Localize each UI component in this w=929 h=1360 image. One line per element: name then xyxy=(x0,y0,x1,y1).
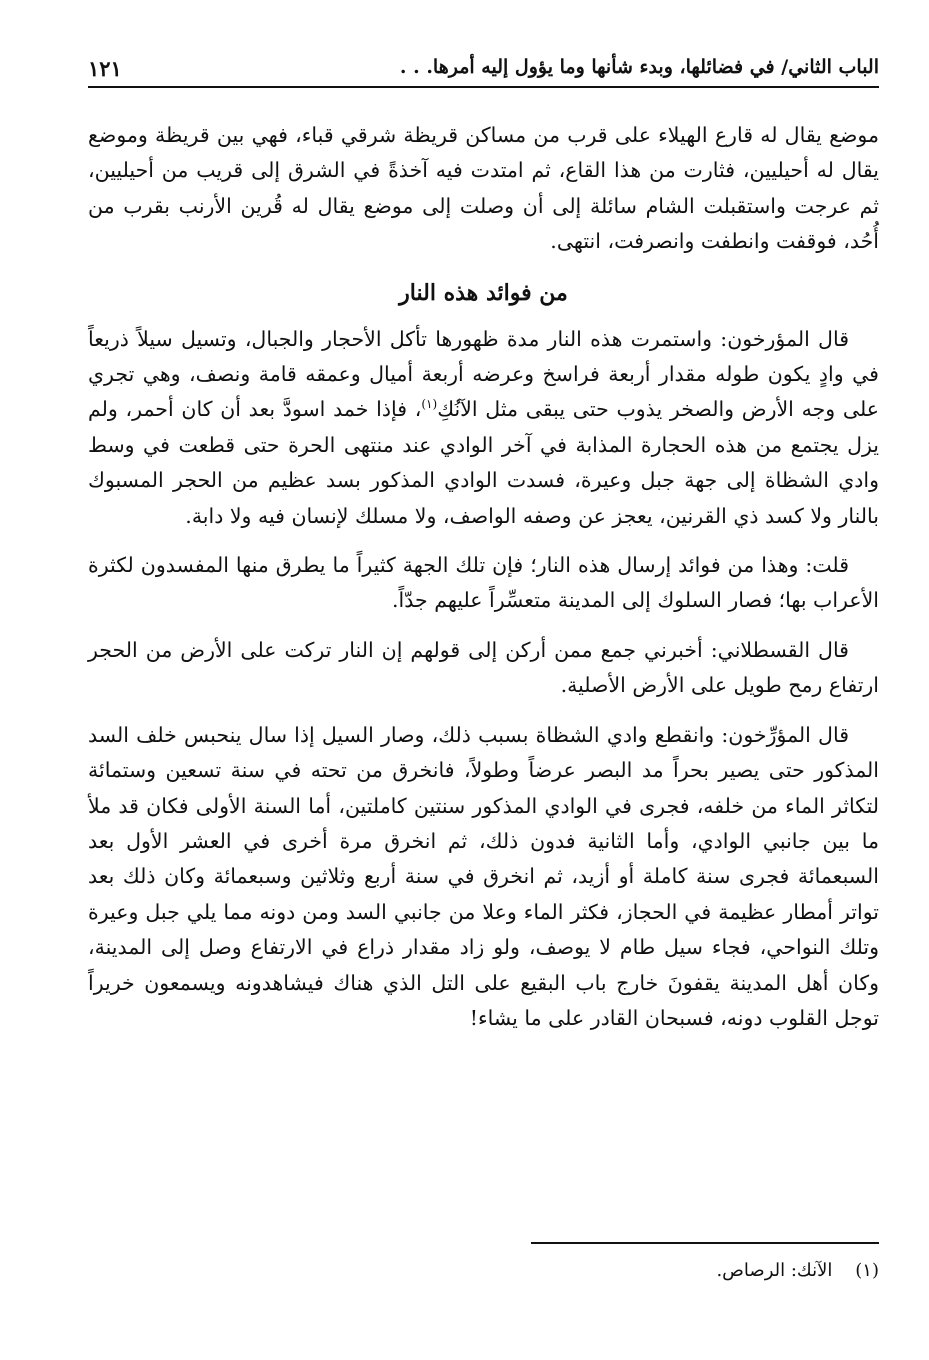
footnote-marker: (١) xyxy=(855,1260,879,1281)
paragraph-historians-text-a: قال المؤرخون: واستمرت هذه النار مدة ظهورها تأكل الأحجار والجبال، وتسيل سيلاً ذريعاً في وادٍ يكون طوله مقدار أربعة فراسخ وعرضه أربعة أميال وعمقه قامة ونصف، وهي تجري على وجه الأرض والصخر يذوب حتى يبقى مثل الآنُكِ xyxy=(88,326,879,422)
paragraph-historians xyxy=(88,322,879,534)
paragraph-qastallani: قال القسطلاني: أخبرني جمع ممن أركن إلى قولهم إن النار تركت على الأرض من الحجر ارتفاع رمح طويل على الأرض الأصلية. xyxy=(88,637,879,698)
paragraph-continuation: موضع يقال له قارع الهيلاء على قرب من مساكن قريظة شرقي قباء، فهي بين قريظة وموضع يقال له أحيليين، فثارت من هذا القاع، ثم امتدت فيه آخذةً في الشرق إلى قريب من أحيليين، ثم عرجت واستقبلت الشام سائلة إلى أن وصلت إلى موضع يقال له قُرين الأرنب بقرب من أُحُد، فوقفت وانطفت وانصرفت، انتهى. xyxy=(88,123,879,254)
running-title: الباب الثاني/ في فضائلها، وبدء شأنها وما يؤول إليه أمرها. . . xyxy=(399,56,879,78)
footnote-text: الآنك: الرصاص. xyxy=(716,1260,833,1281)
paragraph-historians-text-b: ، فإذا خمد اسودَّ بعد أن كان أحمر، ولم يزل يجتمع من هذه الحجارة المذابة في آخر الوادي عند منتهى الحرة حتى قطعت في وسط وادي الشظاة إلى جهة جبل وعيرة، فسدت الوادي المذكور بسد عظيم من الحجر المسبوك بالنار ولا كسد ذي القرنين، يعجز عن وصفه الواصف، ولا مسلك لإنسان فيه ولا دابة. xyxy=(88,397,879,528)
paragraph-historians-flood: قال المؤرِّخون: وانقطع وادي الشظاة بسبب ذلك، وصار السيل إذا سال ينحبس خلف السد المذكور حتى يصير بحراً مد البصر عرضاً وطولاً، فانخرق من تحته في سنة تسعين وستمائة لتكاثر الماء من خلفه، فجرى في الوادي المذكور سنتين كاملتين، أما السنة الأولى فكان قد ملأ ما بين جانبي الوادي، وأما الثانية فدون ذلك، ثم انخرق مرة أخرى في العشر الأول بعد السبعمائة فجرى سنة كاملة أو أزيد، ثم انخرق في سنة أربع وثلاثين وسبعمائة وكان ذلك بعد تواتر أمطار عظيمة في الحجاز، فكثر الماء وعلا من جانبي السد ومن دونه مما يلي جبل وعيرة وتلك النواحي، فجاء سيل طام لا يوصف، ولو زاد مقدار ذراع في الارتفاع وصل إلى المدينة، وكان أهل المدينة يقفونَ خارج باب البقيع على التل الذي هناك فيشاهدونه ويسمعون خريراً توجل القلوب دونه، فسبحان القادر على ما يشاء! xyxy=(88,722,879,1030)
footnote xyxy=(279,1258,879,1284)
section-heading: من فوائد هذه النار xyxy=(399,279,568,306)
page-body xyxy=(88,118,879,1036)
page-header xyxy=(88,52,879,88)
footnote-reference[interactable]: (١) xyxy=(421,397,438,412)
page-number: ١٢١ xyxy=(88,56,122,81)
paragraph-author-comment: قلت: وهذا من فوائد إرسال هذه النار؛ فإن تلك الجهة كثيراً ما يطرق منها المفسدون لكثرة الأعراب بها؛ فصار السلوك إلى المدينة متعسِّراً عليهم جدّاً. xyxy=(88,553,879,613)
footnote-divider xyxy=(531,1242,879,1244)
